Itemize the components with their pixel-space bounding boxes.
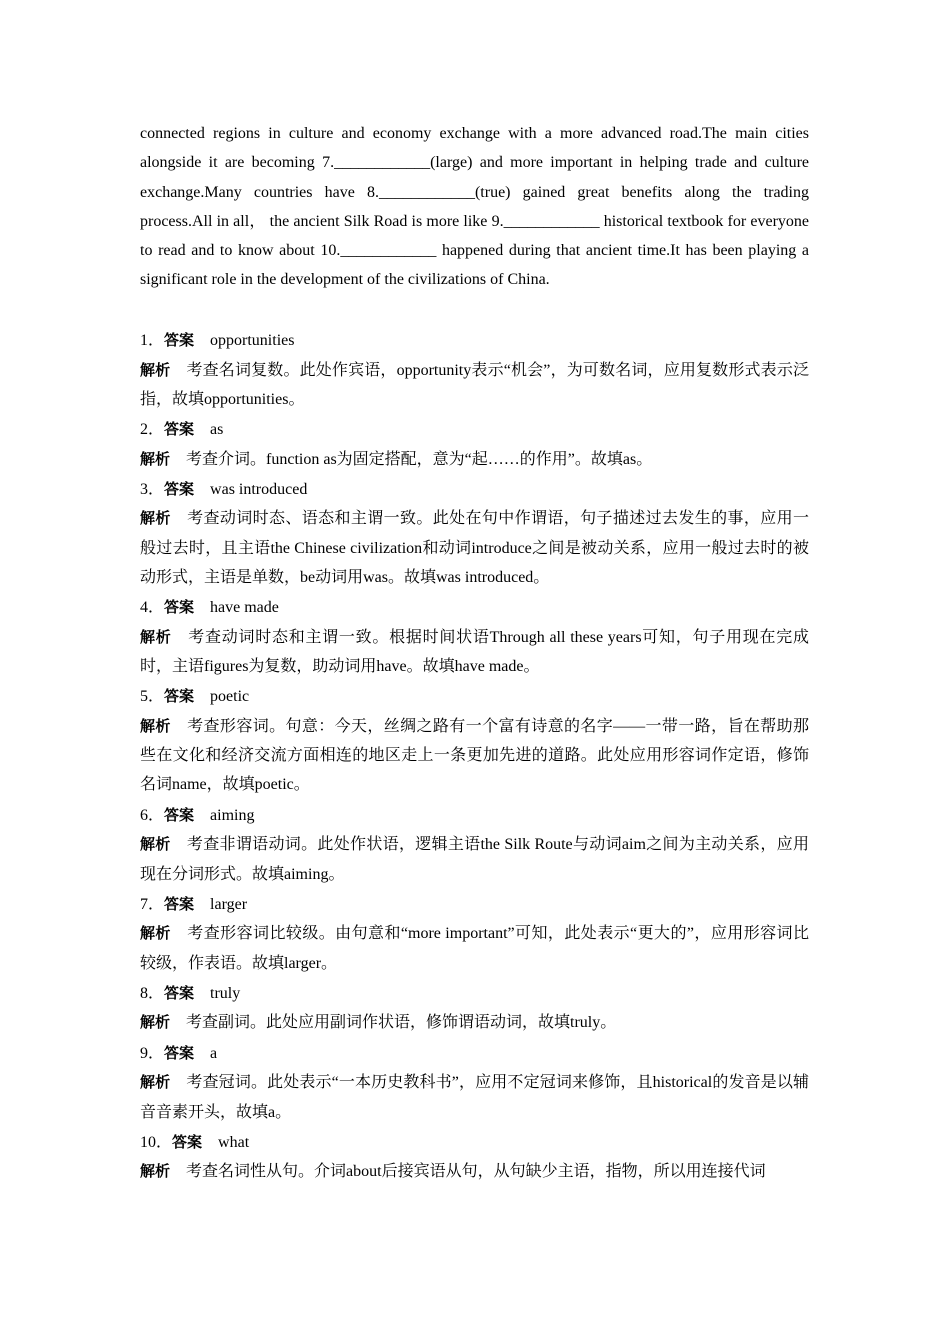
item-number: 5． — [140, 688, 165, 706]
answer-label: 答案 — [164, 479, 195, 498]
answer-label: 答案 — [164, 687, 195, 706]
explain-label: 解析 — [140, 449, 171, 468]
answer-label: 答案 — [164, 983, 195, 1002]
item-number: 10． — [140, 1133, 173, 1151]
answer-item — [140, 681, 820, 799]
item-number: 2． — [140, 421, 165, 439]
item-number: 1． — [140, 332, 165, 349]
explain-text: 考查形容词比较级。由句意和“more important”可知，此处表示“更大的”，应用形容词比较级，作表语。故填larger。 — [140, 925, 809, 972]
explain-text: 考查非谓语动词。此处作状语，逻辑主语the Silk Route与动词aim之间为主动关系，应用现在分词形式。故填aiming。 — [140, 836, 809, 883]
answer-value: truly — [210, 984, 241, 1002]
answer-item — [140, 800, 820, 889]
answer-list — [140, 325, 820, 1187]
item-number: 3． — [140, 480, 165, 498]
explain-text: 考查冠词。此处表示“一本历史教科书”，应用不定冠词来修饰，且historical的发音是以辅音音素开头，故填a。 — [140, 1074, 809, 1121]
answer-value: poetic — [210, 688, 250, 706]
answer-item — [140, 889, 820, 978]
explain-label: 解析 — [140, 627, 172, 646]
answer-value: as — [210, 421, 224, 439]
answer-item — [140, 325, 820, 414]
answer-label: 答案 — [164, 420, 195, 439]
answer-value: opportunities — [210, 332, 295, 349]
answer-item — [140, 1038, 820, 1127]
answer-value: a — [210, 1044, 218, 1062]
answer-label: 答案 — [164, 805, 195, 824]
item-number: 7． — [140, 895, 165, 913]
explain-label: 解析 — [140, 360, 171, 379]
answer-value: have made — [210, 599, 279, 617]
answer-label: 答案 — [164, 1043, 195, 1062]
answer-value: what — [218, 1133, 250, 1151]
explain-text: 考查名词复数。此处作宾语，opportunity表示“机会”，为可数名词，应用复数形式表示泛指，故填opportunities。 — [140, 361, 809, 408]
explain-text: 考查动词时态和主谓一致。根据时间状语Through all these years可知，句子用现在完成时，主语figures为复数，助动词用have。故填have made。 — [140, 628, 809, 676]
explain-label: 解析 — [140, 1162, 171, 1181]
explain-label: 解析 — [140, 716, 171, 735]
explain-label: 解析 — [140, 1013, 171, 1032]
item-number: 4． — [140, 599, 165, 617]
answer-item — [140, 1127, 820, 1187]
answer-item — [140, 978, 820, 1038]
answer-value: was introduced — [210, 480, 308, 498]
explain-text: 考查形容词。句意：今天，丝绸之路有一个富有诗意的名字——一带一路，旨在帮助那些在文化和经济交流方面相连的地区走上一条更加先进的道路。此处应用形容词作定语，修饰名词name，故填poetic。 — [140, 717, 809, 794]
explain-text: 考查介词。function as为固定搭配，意为“起……的作用”。故填as。 — [186, 450, 653, 468]
explain-label: 解析 — [140, 835, 171, 854]
item-number: 6． — [140, 806, 165, 824]
answer-label: 答案 — [164, 331, 195, 349]
item-number: 9． — [140, 1044, 165, 1062]
explain-label: 解析 — [140, 1073, 171, 1092]
answer-item — [140, 474, 820, 592]
answer-label: 答案 — [164, 894, 195, 913]
explain-label: 解析 — [140, 509, 171, 528]
answer-label: 答案 — [164, 598, 195, 617]
answer-value: larger — [210, 895, 248, 913]
passage-text: connected regions in culture and economy exchange with a more advanced road.The main cities alongside it are becoming 7.____________(large) and more important in helping trade and culture exchange.Many countries have 8.____________(true) gained great benefits along the trading process.All in all， the ancient Silk Road is more like 9.____________ historical textbook for everyone to read and to know about 10.____________ happened during that ancient time.It has been playing a significant role in the development of the civilizations of China. — [140, 125, 809, 289]
explain-text: 考查动词时态、语态和主谓一致。此处在句中作谓语，句子描述过去发生的事，应用一般过去时，且主语the Chinese civilization和动词introduce之间是被动关系，应用一般过去时的被动形式，主语是单数，be动词用was。故填was introduced。 — [140, 510, 809, 586]
answer-label: 答案 — [172, 1132, 203, 1151]
item-number: 8． — [140, 984, 165, 1002]
answer-item — [140, 414, 820, 474]
explain-text: 考查名词性从句。介词about后接宾语从句，从句缺少主语，指物，所以用连接代词 — [186, 1163, 766, 1181]
answer-item — [140, 592, 820, 681]
answer-value: aiming — [210, 806, 255, 824]
explain-label: 解析 — [140, 924, 171, 943]
explain-text: 考查副词。此处应用副词作状语，修饰谓语动词，故填truly。 — [186, 1014, 617, 1032]
